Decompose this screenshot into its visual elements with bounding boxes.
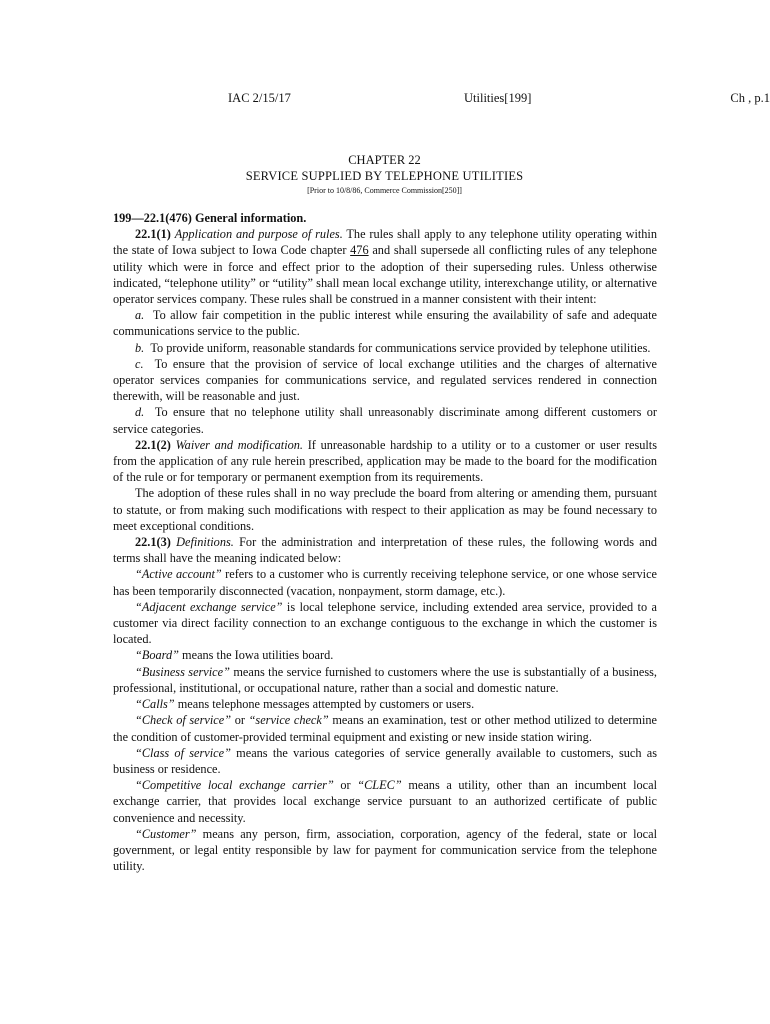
header-title: Utilities[199] (464, 91, 532, 105)
subrule-caption: Application and purpose of rules. (174, 227, 343, 242)
item-text: To ensure that no telephone utility shall unreasonably discriminate among different customers or service categories. (113, 405, 657, 436)
item-text: To ensure that the provision of service of local exchange utilities and the charges of alternative operator services companies for communications service, and regulated services rendered in connection therewith, will be reasonable and just. (113, 356, 657, 404)
chapter-number: CHAPTER 22 (348, 153, 421, 167)
definition-connector: or (231, 713, 249, 728)
definition (113, 745, 657, 777)
subrule-text: For the administration and interpretation of these rules, the following words and terms shall have the meaning indicated below: (113, 535, 658, 566)
subrule-text: The rules shall apply to any telephone utility operating within the state of Iowa subject to Iowa Code chapter (113, 227, 657, 258)
list-item (113, 404, 657, 436)
defined-term: “Check of service” (135, 713, 232, 728)
definition-text: is local telephone service, including extended area service, provided to a customer via direct facility connection to an exchange contiguous to the exchange in which the customer is located. (113, 599, 657, 647)
definition-text: means telephone messages attempted by customers or users. (174, 697, 475, 712)
definition (113, 599, 657, 648)
header-page: Ch , p.1 (730, 91, 770, 105)
chapter-title: SERVICE SUPPLIED BY TELEPHONE UTILITIES (245, 169, 524, 183)
subrule-number: 22.1(3) (135, 535, 171, 550)
rule-heading: 199—22.1(476) General information. (113, 211, 307, 225)
item-letter: a. (135, 308, 145, 323)
definition (113, 647, 657, 663)
definition-text: means the various categories of service generally available to customers, such as business or residence. (113, 745, 657, 776)
item-text: To allow fair competition in the public interest while ensuring the availability of safe and adequate communications service to the public. (113, 308, 657, 339)
subrule-text: If unreasonable hardship to a utility or to a customer or user results from the application of any rule herein prescribed, application may be made to the board for the modification of the rule or for temporary or permanent exemption from its requirements. (113, 437, 658, 485)
defined-term: “Competitive local exchange carrier” (135, 778, 334, 793)
paragraph: The adoption of these rules shall in no way preclude the board from altering or amending them, pursuant to statute, or from making such modifications with respect to their application as may be found necessary to meet exceptional conditions. (113, 486, 657, 533)
defined-term: “Adjacent exchange service” (135, 599, 283, 614)
definition-text: refers to a customer who is currently receiving telephone service, or one whose service has been temporarily disconnected (vacation, nonpayment, storm damage, etc.). (113, 567, 657, 598)
defined-term: “CLEC” (357, 778, 402, 793)
definition (113, 566, 657, 598)
definition (113, 696, 657, 712)
subrule-number: 22.1(2) (135, 437, 171, 452)
defined-term: “service check” (248, 713, 329, 728)
defined-term: “Active account” (135, 567, 222, 582)
subrule-3 (113, 534, 657, 566)
definition-text: means a utility, other than an incumbent local exchange carrier, that provides local exchange service pursuant to an authorized certificate of public convenience and necessity. (113, 778, 657, 825)
chapter-link[interactable]: 476 (350, 243, 369, 258)
defined-term: “Class of service” (135, 745, 231, 760)
item-letter: b. (135, 340, 145, 355)
definition-text: means the service furnished to customers where the use is substantially of a business, professional, institutional, or occupational nature, rather than a social and domestic nature. (113, 664, 657, 695)
definition (113, 712, 657, 744)
subrule-number: 22.1(1) (135, 227, 171, 242)
definition-connector: or (333, 778, 358, 793)
list-item (113, 307, 657, 339)
subrule-caption: Definitions. (176, 535, 234, 550)
subrule-caption: Waiver and modification. (175, 437, 304, 452)
list-item (113, 356, 657, 405)
subrule-text: and shall supersede all conflicting rules of any telephone utility which were in force and effect prior to the adoption of their superseding rules. Unless otherwise indicated, “telephone utility” or “utility” shall mean local exchange utility, interexchange utility, or alternative operator services company. These rules shall be construed in a manner consistent with their intent: (113, 243, 657, 307)
definition (113, 664, 657, 696)
item-letter: c. (135, 356, 144, 371)
definition (113, 777, 657, 826)
definition (113, 826, 657, 875)
definition-text: means any person, firm, association, corporation, agency of the federal, state or local government, or legal entity responsible by law for payment for communication service from the telephone utility. (113, 826, 657, 874)
chapter-heading (112, 152, 657, 196)
list-item (113, 340, 657, 356)
defined-term: “Customer” (135, 826, 197, 841)
subrule-1 (113, 226, 657, 307)
defined-term: “Calls” (135, 697, 175, 712)
definition-text: means the Iowa utilities board. (178, 648, 334, 663)
header-date: IAC 2/15/17 (228, 91, 291, 105)
item-text: To provide uniform, reasonable standards for communications service provided by telephone utilities. (150, 340, 651, 355)
defined-term: “Board” (135, 648, 179, 663)
document-body (113, 210, 657, 874)
chapter-note: [Prior to 10/8/86, Commerce Commission[250]] (307, 186, 462, 195)
subrule-2 (113, 437, 657, 486)
defined-term: “Business service” (135, 664, 230, 679)
item-letter: d. (135, 405, 145, 420)
definition-text: means an examination, test or other method utilized to determine the condition of customer-provided terminal equipment and existing or new inside station wiring. (113, 713, 657, 744)
